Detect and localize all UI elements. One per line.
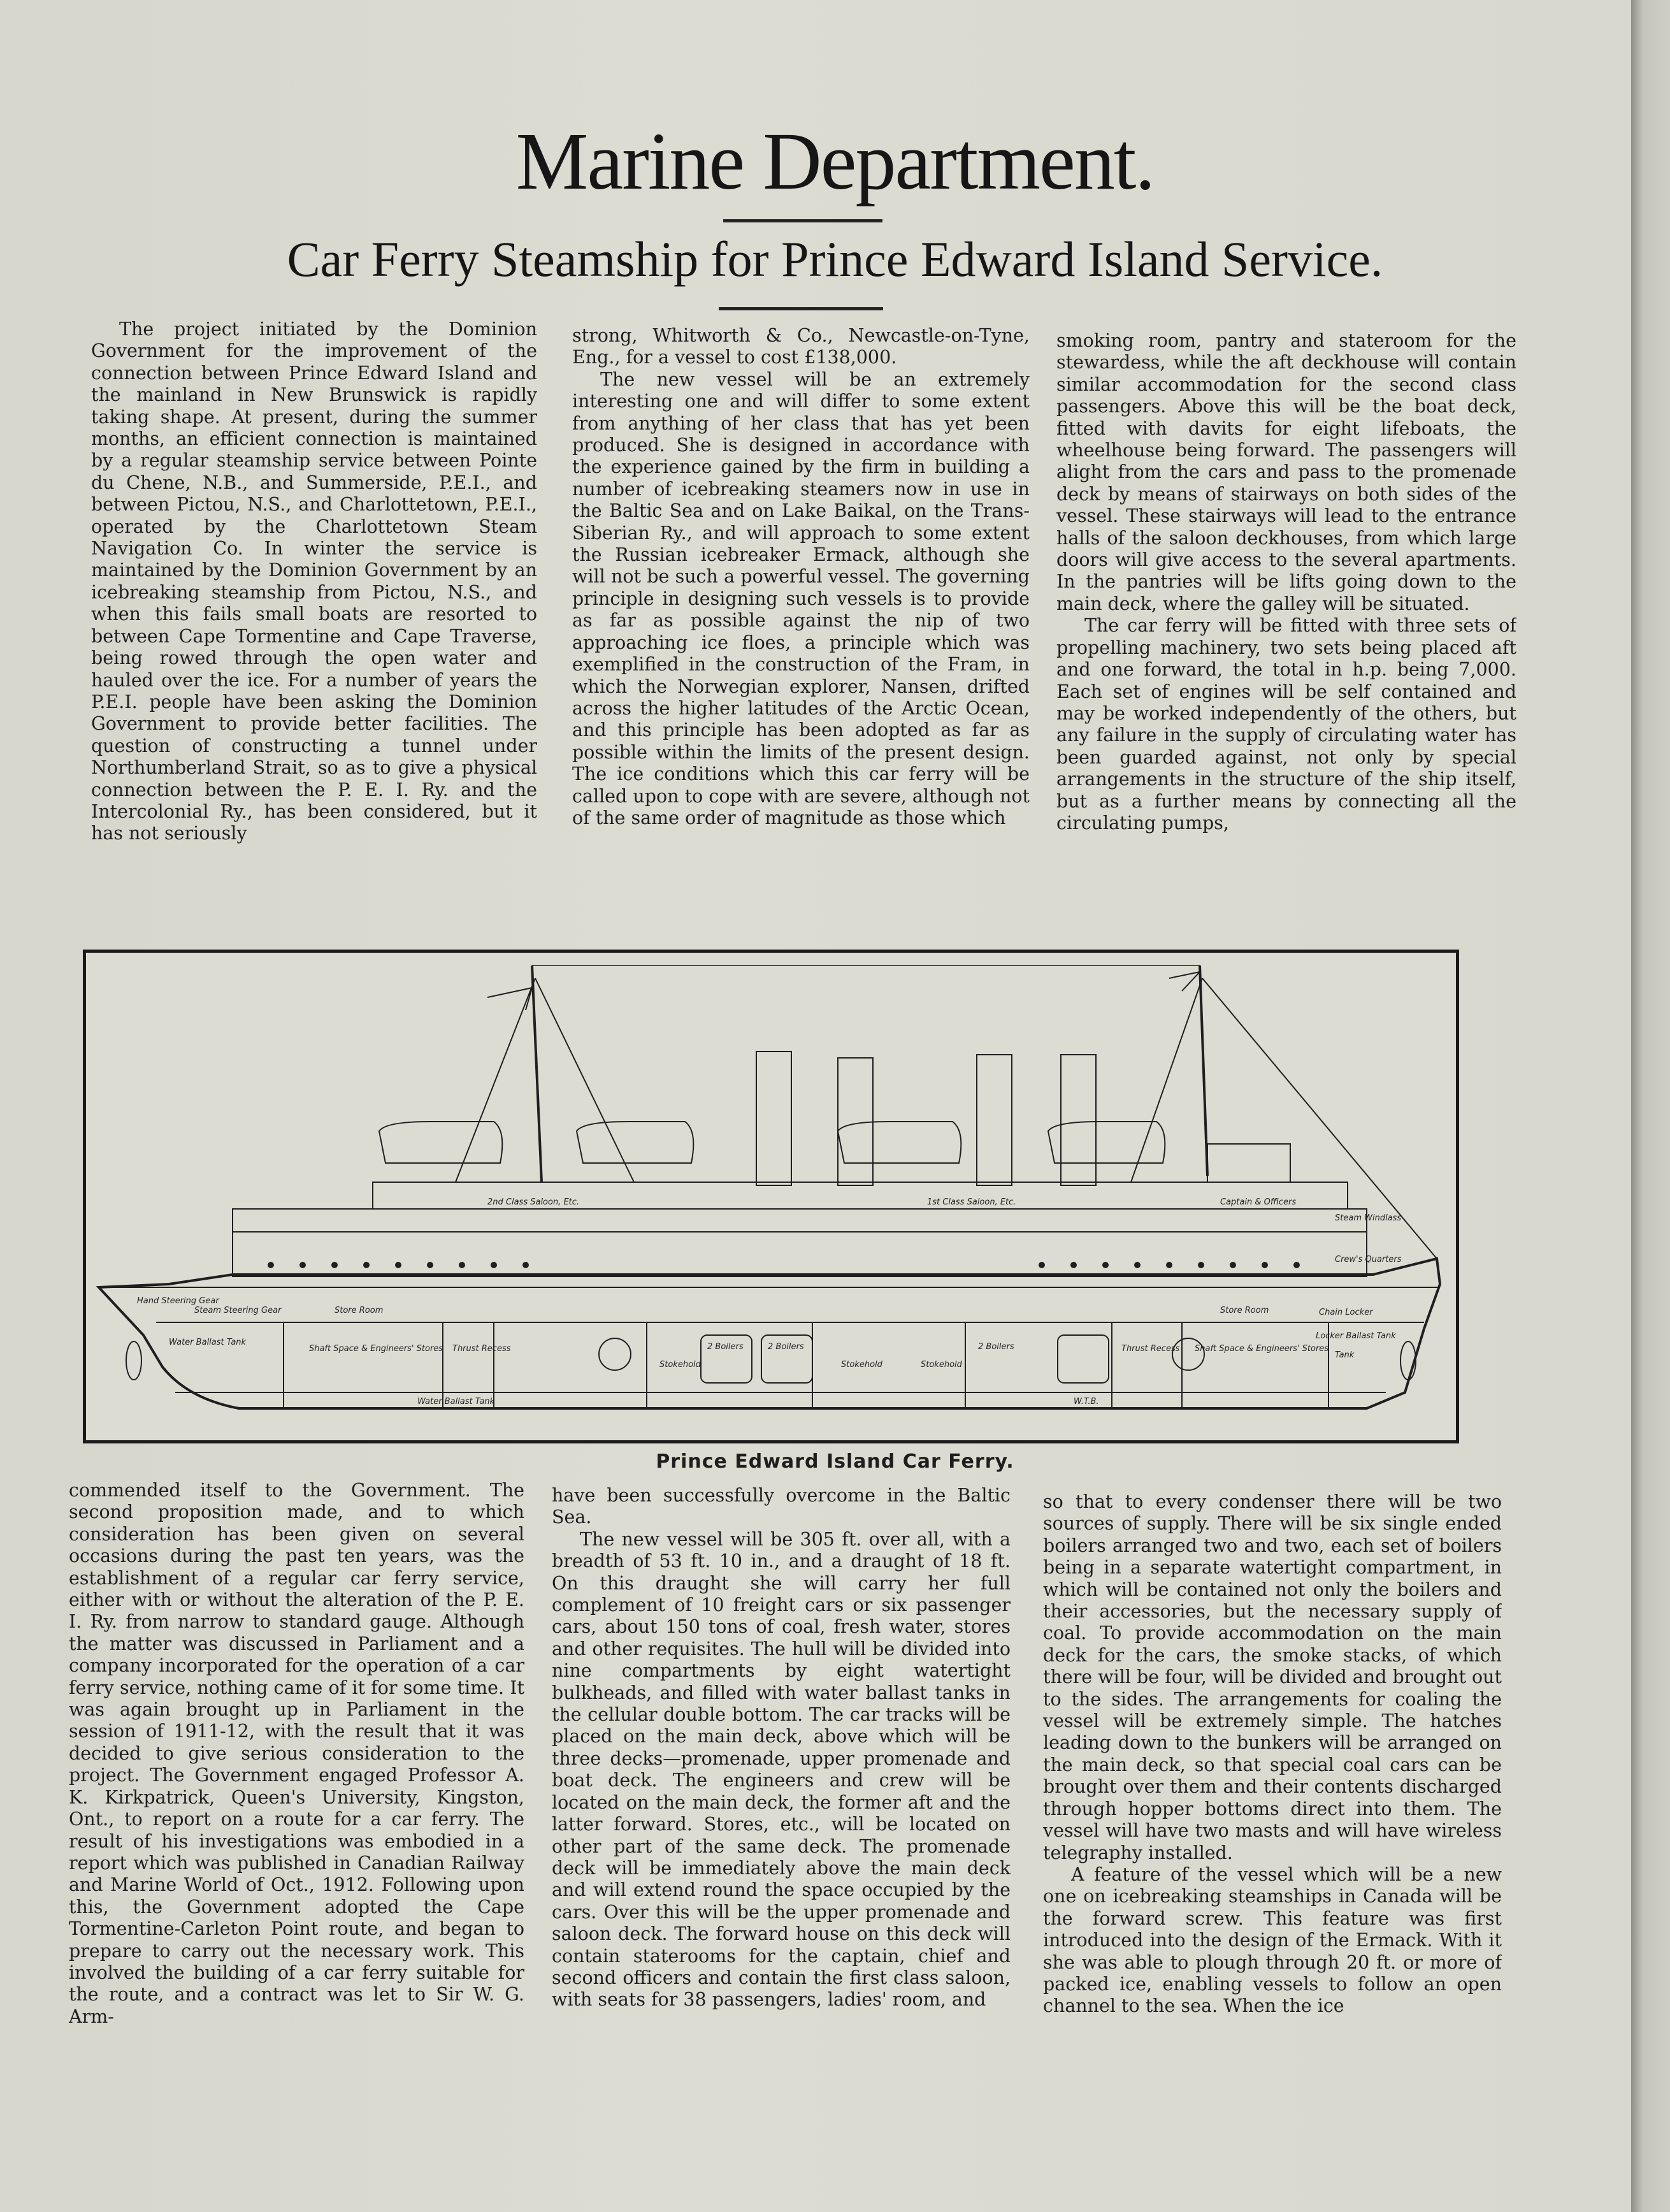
label-chain-locker: Chain Locker bbox=[1319, 1308, 1373, 1317]
bottom-column-1 bbox=[69, 1480, 524, 2117]
label-shaft-space-aft: Shaft Space & Engineers' Stores bbox=[309, 1344, 443, 1354]
label-wtb: W.T.B. bbox=[1074, 1397, 1099, 1406]
label-boilers-2: 2 Boilers bbox=[768, 1342, 804, 1352]
title-rule bbox=[723, 219, 882, 222]
label-2nd-saloon: 2nd Class Saloon, Etc. bbox=[487, 1197, 580, 1207]
label-shaft-space-fwd: Shaft Space & Engineers' Stores bbox=[1195, 1344, 1329, 1354]
top-column-3 bbox=[1056, 330, 1516, 926]
label-steam-steering: Steam Steering Gear bbox=[194, 1306, 282, 1315]
article-subtitle: Car Ferry Steamship for Prince Edward Island Service. bbox=[287, 231, 1383, 287]
label-store-room-fwd: Store Room bbox=[1220, 1306, 1269, 1315]
label-stokehold-3: Stokehold bbox=[921, 1360, 962, 1370]
paragraph: The new vessel will be an extremely interesting one and will differ to some extent from anything of her class that has yet been produced. She is designed in accordance with the experience gained by the firm in building a number of icebreaking steamers now in use in the Baltic Sea and on Lake Baikal, on the Trans-Siberian Ry., and will approach to some extent the Russian icebreaker Ermack, although she will not be such a powerful vessel. The governing principle in designing such vessels is to provide as far as possible against the nip of two approaching ice floes, a principle which was exemplified in the construction of the Fram, in which the Norwegian explorer, Nansen, drifted across the higher latitudes of the Arctic Ocean, and this principle has been adopted as far as possible within the limits of the present design. The ice conditions which this car ferry will be called upon to cope with are severe, although not of the same order of magnitude as those which bbox=[572, 368, 1030, 828]
label-1st-saloon: 1st Class Saloon, Etc. bbox=[927, 1197, 1016, 1207]
bottom-column-3 bbox=[1043, 1491, 1502, 2122]
page-edge bbox=[1631, 0, 1670, 2212]
label-thrust-recess-aft: Thrust Recess bbox=[452, 1344, 511, 1354]
paragraph: strong, Whitworth & Co., Newcastle-on-Tyne, Eng., for a vessel to cost £138,000. bbox=[572, 325, 1030, 368]
paragraph: have been successfully overcome in the Baltic Sea. bbox=[552, 1485, 1011, 1528]
label-stokehold-1: Stokehold bbox=[659, 1360, 701, 1370]
label-boilers-3: 2 Boilers bbox=[978, 1342, 1014, 1352]
label-ballast-tank-fwd: Tank bbox=[1335, 1350, 1355, 1360]
paragraph: The project initiated by the Dominion Government for the improvement of the connection between Prince Edward Island and the mainland in New Brunswick is rapidly taking shape. At present, during the summer months, an efficient connection is maintained by a regular steamship service between Pointe du Chene, N.B., and Summerside, P.E.I., and between Pictou, N.S., and Charlottetown, P.E.I., operated by the Charlottetown Steam Navigation Co. In winter the service is maintained by the Dominion Government by an icebreaking steamship from Pictou, N.S., and when this fails small boats are resorted to between Cape Tormentine and Cape Traverse, being rowed through the open water and hauled over the ice. For a number of years the P.E.I. people have been asking the Dominion Government to provide better facilities. The question of constructing a tunnel under Northumberland Strait, so as to give a physical connection between the P. E. I. Ry. and the Intercolonial Ry., has been considered, but it has not seriously bbox=[91, 319, 537, 844]
label-windlass: Steam Windlass bbox=[1335, 1213, 1402, 1223]
figure-caption: Prince Edward Island Car Ferry. bbox=[656, 1450, 1014, 1473]
label-stokehold-2: Stokehold bbox=[841, 1360, 882, 1370]
label-store-room-aft: Store Room bbox=[335, 1306, 384, 1315]
ship-drawing bbox=[86, 953, 1456, 1440]
paragraph: The new vessel will be 305 ft. over all, with a breadth of 53 ft. 10 in., and a draught of 18 ft. On this draught she will carry her full complement of 10 freight cars or six passenger cars, about 150 tons of coal, fresh water, stores and other requisites. The hull will be divided into nine compartments by eight watertight bulkheads, and filled with water ballast tanks in the cellular double bottom. The car tracks will be placed on the main deck, above which will be three decks—promenade, upper promenade and boat deck. The engineers and crew will be located on the main deck, the former aft and the latter forward. Stores, etc., will be located on other part of the same deck. The promenade deck will be immediately above the main deck and will extend round the space occupied by the cars. Over this will be the upper promenade and saloon deck. The forward house on this deck will contain staterooms for the captain, chief and second officers and contain the first class saloon, with seats for 38 passengers, ladies' room, and bbox=[552, 1528, 1011, 2011]
label-hand-steering: Hand Steering Gear bbox=[137, 1296, 219, 1306]
label-officers: Captain & Officers bbox=[1220, 1197, 1297, 1207]
label-water-ballast-aft: Water Ballast Tank bbox=[169, 1338, 247, 1347]
label-locker-ballast: Locker Ballast Tank bbox=[1316, 1331, 1396, 1341]
top-column-2 bbox=[572, 325, 1030, 918]
label-thrust-recess-fwd: Thrust Recess bbox=[1121, 1344, 1180, 1354]
paragraph: so that to every condenser there will be two sources of supply. There will be six single ended boilers arranged two and two, each set of boilers being in a separate watertight compartment, in which will be contained not only the boilers and their accessories, but the necessary supply of coal. To provide accommodation on the main deck for the cars, the smoke stacks, of which there will be four, will be divided and brought out to the sides. The arrangements for coaling the vessel will be extremely simple. The hatches leading down to the bunkers will be arranged on the main deck, so that special coal cars can be brought over them and their contents discharged through hopper bottoms direct into them. The vessel will have two masts and will have wireless telegraphy installed. bbox=[1043, 1491, 1502, 1863]
subtitle-rule bbox=[719, 307, 883, 310]
paragraph: A feature of the vessel which will be a new one on icebreaking steamships in Canada will be the forward screw. This feature was first introduced into the design of the Ermack. With it she was able to plough through 20 ft. or more of packed ice, enabling vessels to follow an open channel to the sea. When the ice bbox=[1043, 1863, 1502, 2017]
label-wb-tank: Water Ballast Tank bbox=[417, 1397, 495, 1406]
paragraph: smoking room, pantry and stateroom for the stewardess, while the aft deckhouse will contain similar accommodation for the second class passengers. Above this will be the boat deck, fitted with davits for eight lifeboats, the wheelhouse being forward. The passengers will alight from the cars and pass to the promenade deck by means of stairways on both sides of the vessel. These stairways will lead to the entrance halls of the saloon deckhouses, from which large doors will give access to the several apartments. In the pantries will be lifts going down to the main deck, where the galley will be situated. bbox=[1056, 330, 1516, 614]
paragraph: The car ferry will be fitted with three sets of propelling machinery, two sets being placed aft and one forward, the total in h.p. being 7,000. Each set of engines will be self contained and may be worked independently of the others, but any failure in the supply of circulating water has been guarded against, not only by special arrangements in the structure of the ship itself, but as a further means by connecting all the circulating pumps, bbox=[1056, 615, 1516, 834]
page-title: Marine Department. bbox=[515, 116, 1155, 206]
label-crews-quarters: Crew's Quarters bbox=[1335, 1255, 1402, 1264]
paragraph: commended itself to the Government. The second proposition made, and to which consideration has been given on several occasions during the past ten years, was the establishment of a regular car ferry service, either with or without the alteration of the P. E. I. Ry. from narrow to standard gauge. Although the matter was discussed in Parliament and a company incorporated for the operation of a car ferry service, nothing came of it for some time. It was again brought up in Parliament in the session of 1911-12, with the result that it was decided to give serious consideration to the project. The Government engaged Professor A. K. Kirkpatrick, Queen's University, Kingston, Ont., to report on a route for a car ferry. The result of his investigations was embodied in a report which was published in Canadian Railway and Marine World of Oct., 1912. Following upon this, the Government adopted the Cape Tormentine-Carleton Point route, and began to prepare to carry out the necessary work. This involved the building of a car ferry suitable for the route, and a contract was let to Sir W. G. Arm- bbox=[69, 1480, 524, 2027]
top-column-1 bbox=[91, 319, 537, 918]
ship-diagram bbox=[83, 950, 1459, 1443]
label-boilers-1: 2 Boilers bbox=[707, 1342, 744, 1352]
bottom-column-2 bbox=[552, 1485, 1011, 2122]
